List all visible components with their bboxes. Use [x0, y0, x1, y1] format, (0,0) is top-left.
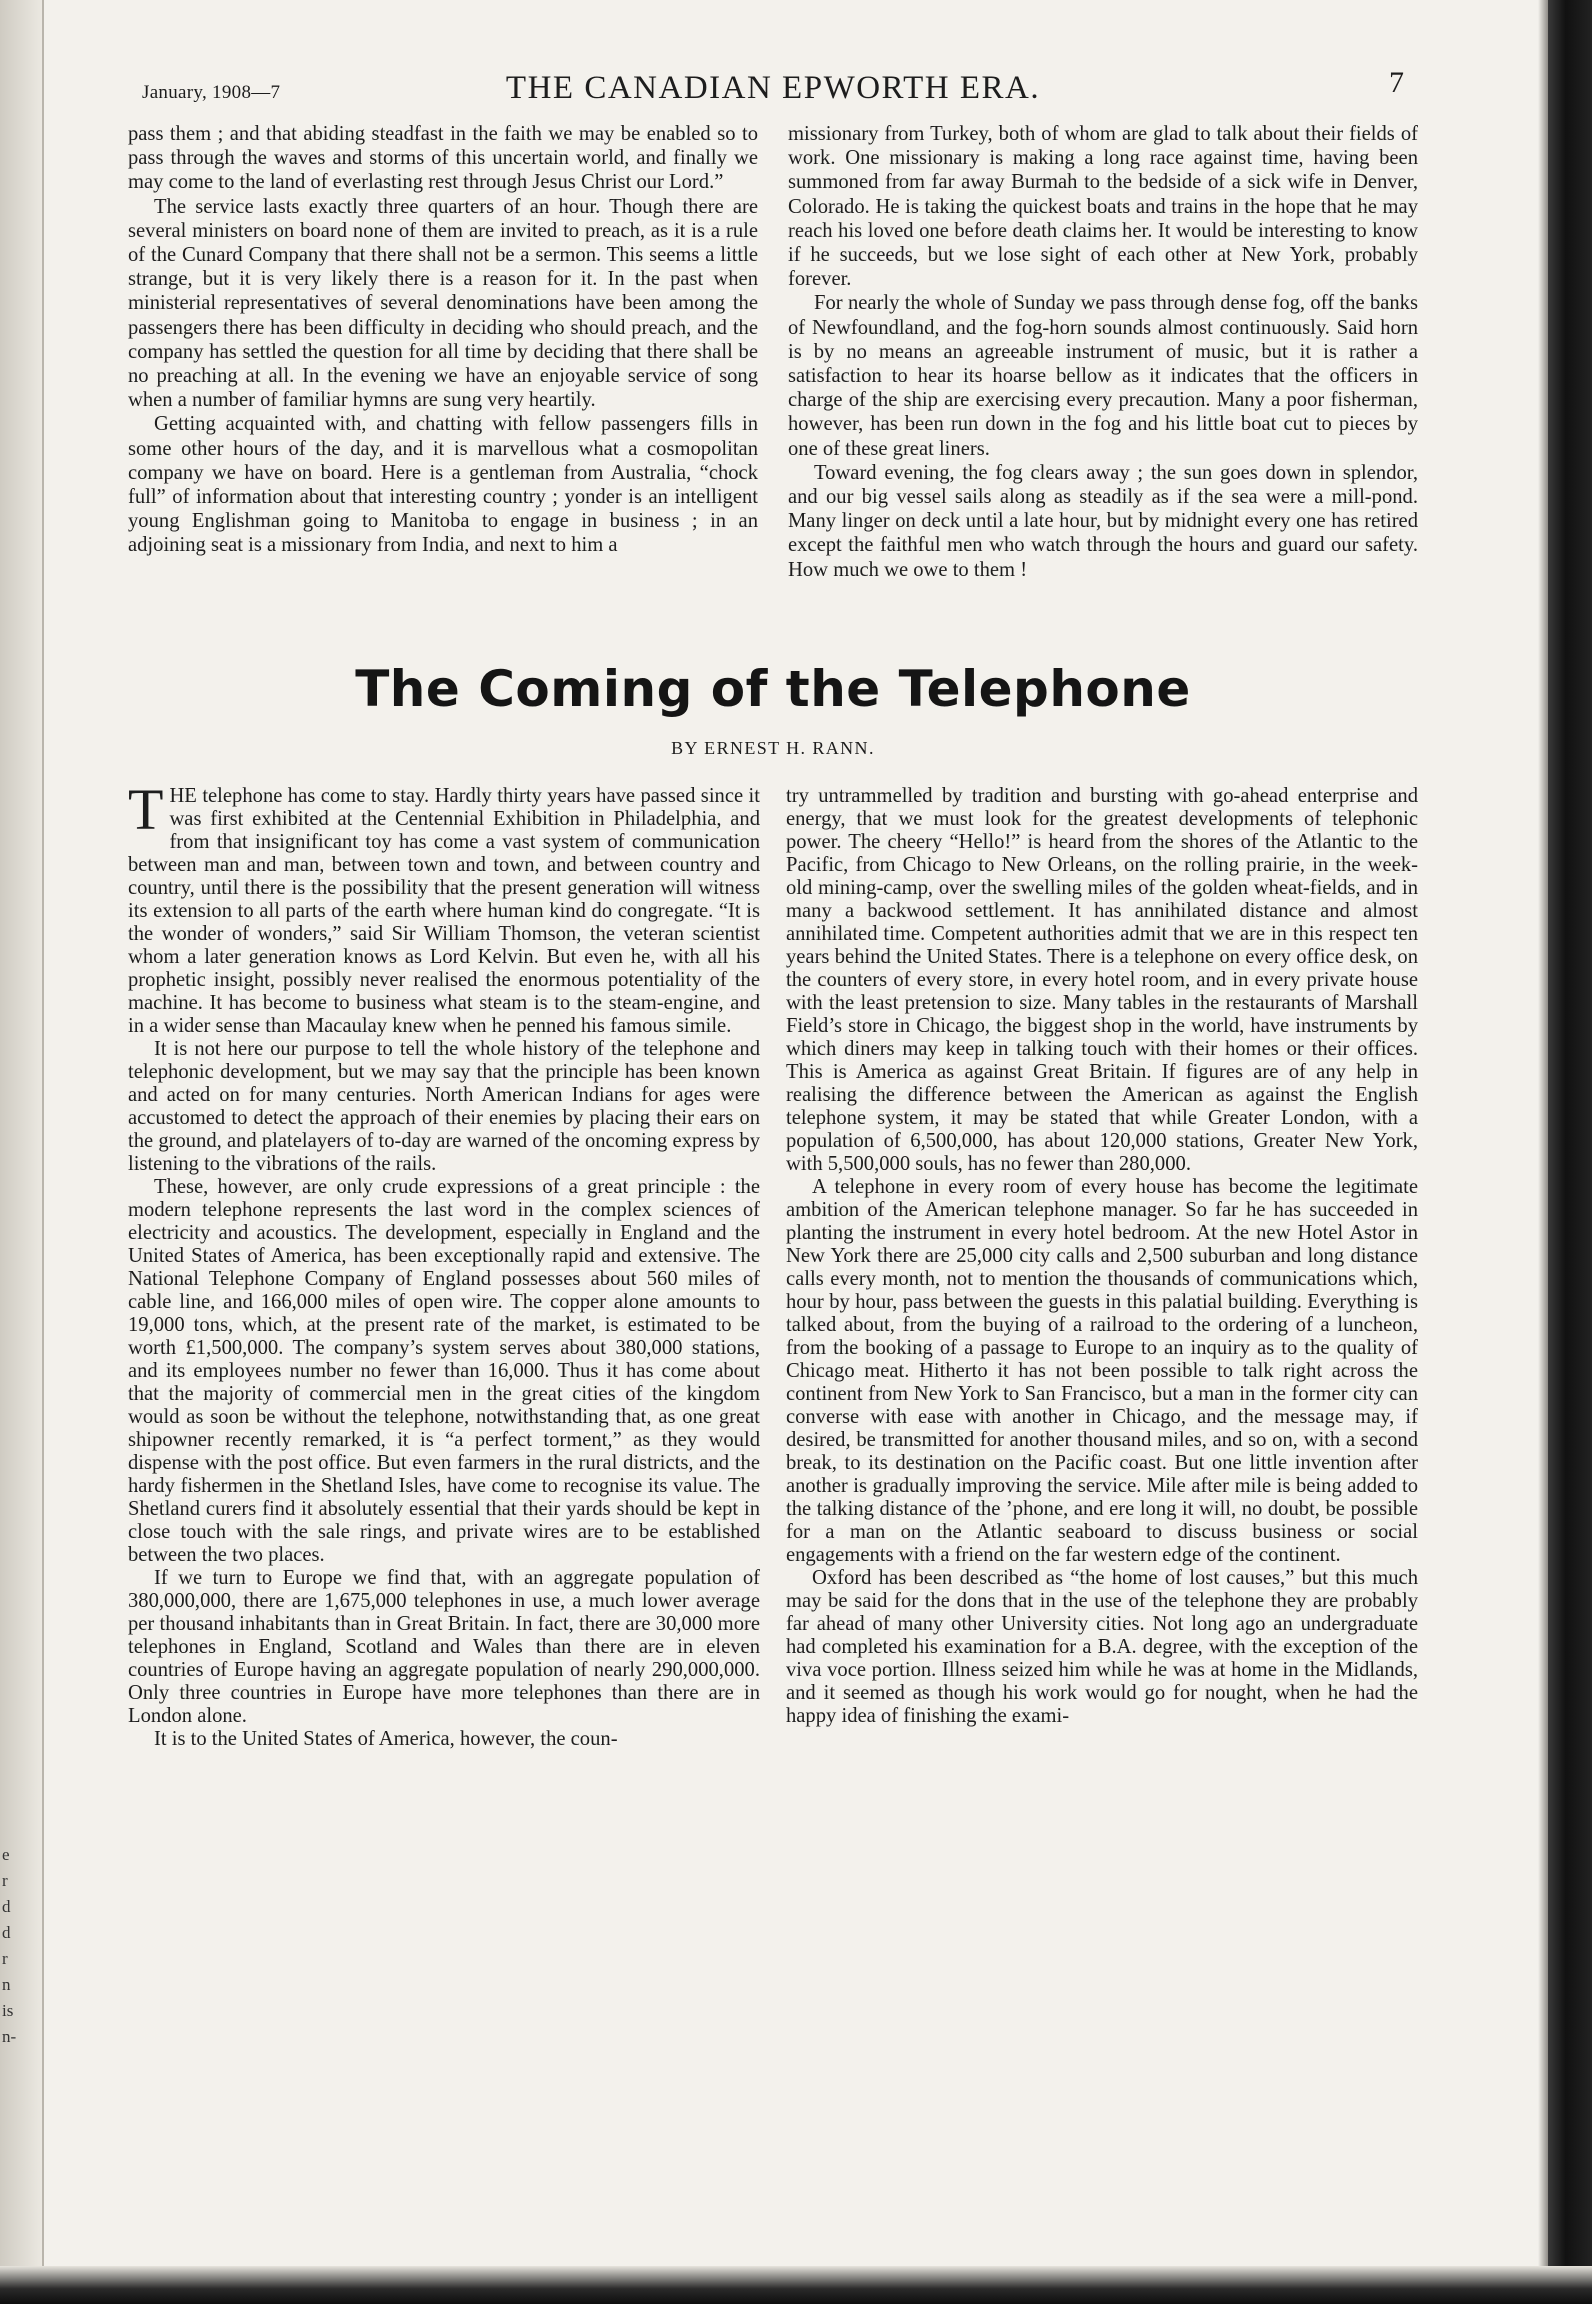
paragraph: If we turn to Europe we find that, with an aggregate population of 380,000,000, there are 1,675,000 telephones in use, a much lower average per thousand inhabitants than in Great Britain. In fact, there are 30,000 more telephones in England, Scotland and Wales than there are in eleven countries of Europe having an aggregate population of nearly 290,000,000. Only three countries in Europe have more telephones than there are in London alone.: [128, 1566, 760, 1727]
page-content: [128, 58, 1418, 1751]
column-left: [128, 122, 758, 582]
previous-page-margin-fragments: [2, 1842, 26, 2050]
paragraph: try untrammelled by tradition and bursting with go-ahead enterprise and energy, that we must look for the greatest developments of telephonic power. The cheery “Hello!” is heard from the shores of the Atlantic to the Pacific, from Chicago to New Orleans, on the rolling prairie, in the week-old mining-camp, over the swelling miles of the golden wheat-fields, and in many a backwood settlement. It has annihilated distance and almost annihilated time. Competent authorities admit that we are in this respect ten years behind the United States. There is a telephone on every office desk, on the counters of every store, in every hotel room, and in every private house with the least pretension to size. Many tables in the restaurants of Marshall Field’s store in Chicago, the biggest shop in the world, have instruments by which diners may keep in talking touch with their homes or their offices. This is America as against Great Britain. If figures are of any help in realising the difference between the American as against the English telephone system, it may be stated that while Greater London, with a population of 6,500,000, has about 120,000 stations, Greater New York, with 5,500,000 souls, has no fewer than 280,000.: [786, 784, 1418, 1175]
paragraph: It is not here our purpose to tell the whole history of the telephone and telephonic development, but we may say that the principle has been known and acted on for many centuries. North American Indians for ages were accustomed to detect the approach of their enemies by placing their ears on the ground, and platelayers of to-day are warned of the oncoming express by listening to the vibrations of the rails.: [128, 1037, 760, 1175]
article-byline: BY ERNEST H. RANN.: [671, 737, 875, 758]
bottom-edge-shadow: [0, 2266, 1592, 2304]
paragraph: missionary from Turkey, both of whom are glad to talk about their fields of work. One missionary is making a long race against time, having been summoned from far away Burmah to the bedside of a sick wife in Denver, Colorado. He is taking the quickest boats and trains in the hope that he may reach his loved one before death claims her. It would be interesting to know if he succeeds, but we lose sight of each other at New York, probably forever.: [788, 123, 1418, 291]
drop-cap: T: [128, 776, 164, 842]
margin-fragment: r: [2, 1871, 8, 1890]
margin-fragment: d: [2, 1923, 11, 1942]
paragraph: Getting acquainted with, and chatting with fellow passengers fills in some other hours of the day, and it is marvellous what a cosmopolitan company we have on board. Here is a gentleman from Australia, “chock full” of information about that interesting country ; yonder is an intelligent young Englishman going to Manitoba to engage in business ; in an adjoining seat is a missionary from India, and next to him a: [128, 413, 758, 557]
continued-article: [128, 122, 1418, 582]
article-column-right: [786, 785, 1418, 1751]
paragraph: For nearly the whole of Sunday we pass through dense fog, off the banks of Newfoundland, and the fog-horn sounds almost continuously. Said horn is by no means an agreeable instrument of music, but it is rather a satisfaction to hear its hoarse bellow as it indicates that the officers in charge of the ship are exercising every precaution. Many a poor fisherman, however, has been run down in the fog and his little boat cut to pieces by one of these great liners.: [788, 292, 1418, 460]
paragraph: Oxford has been described as “the home of lost causes,” but this much may be said for the dons that in the use of the telephone they are probably far ahead of many other University cities. Not long ago an undergraduate had completed his examination for a B.A. degree, with the exception of the viva voce portion. Illness seized him while he was at home in the Midlands, and it seemed as though his work would go for nought, when he had the happy idea of finishing the exami-: [786, 1566, 1418, 1727]
margin-fragment: n: [2, 1975, 11, 1994]
margin-fragment: d: [2, 1897, 11, 1916]
column-right: [788, 122, 1418, 582]
article-title: The Coming of the Telephone: [355, 659, 1191, 718]
paragraph: A telephone in every room of every house has become the legitimate ambition of the American telephone manager. So far he has succeeded in planting the instrument in every hotel bedroom. At the new Hotel Astor in New York there are 25,000 city calls and 2,500 suburban and long distance calls every month, not to mention the thousands of communications which, hour by hour, pass between the guests in this palatial building. Everything is talked about, from the buying of a railroad to the ordering of a luncheon, from the booking of a passage to Europe to an inquiry as to the quality of Chicago meat. Hitherto it has not been possible to talk right across the continent from New York to San Francisco, but a man in the former city can converse with ease with another in Chicago, and the message may, if desired, be transmitted for another thousand miles, and so on, with a second break, to its destination on the Pacific coast. But one little invention after another is gradually improving the service. Mile after mile is being added to the talking distance of the ’phone, and ere long it will, no doubt, be possible for a man on the Atlantic seaboard to discuss business or social engagements with a friend on the far western edge of the continent.: [786, 1175, 1418, 1566]
magazine-title: THE CANADIAN EPWORTH ERA.: [505, 70, 1041, 106]
margin-fragment: n-: [2, 2027, 17, 2046]
article-column-left: [128, 776, 760, 1751]
opening-paragraph: [128, 776, 760, 1038]
paragraph: It is to the United States of America, however, the coun-: [154, 1727, 618, 1750]
binding-shadow: [1548, 0, 1592, 2304]
running-header: [128, 58, 1418, 106]
paragraph: The service lasts exactly three quarters of an hour. Though there are several ministers on board none of them are invited to preach, as it is a rule of the Cunard Company that there shall not be a sermon. This seems a little strange, but it is very likely there is a reason for it. In the past when ministerial representatives of several denominations have been among the passengers there has been difficulty in deciding who should preach, and the company has settled the question for all time by deciding that there shall be no preaching at all. In the evening we have an enjoyable service of song when a number of familiar hymns are sung very heartily.: [128, 195, 758, 412]
opening-text: HE telephone has come to stay. Hardly thirty years have passed since it was first exhibited at the Centennial Exhibition in Philadelphia, and from that insignificant toy has come a vast system of communication between man and man, between town and town, and between country and country, until there is the possibility that the present generation will witness its extension to all parts of the earth where human kind do congregate. “It is the wonder of wonders,” said Sir William Thomson, the veteran scientist whom a later generation knows as Lord Kelvin. But even he, with all his prophetic insight, possibly never realised the enormous potentiality of the machine. It has become to business what steam is to the steam-engine, and in a wider sense than Macaulay knew when he penned his famous simile.: [128, 784, 760, 1037]
paragraph: pass them ; and that abiding steadfast in the faith we may be enabled so to pass through the waves and storms of this uncertain world, and finally we may come to the land of everlasting rest through Jesus Christ our Lord.”: [128, 123, 758, 194]
article-body: [128, 776, 1418, 1751]
paragraph: These, however, are only crude expressions of a great principle : the modern telephone represents the last word in the complex sciences of electricity and acoustics. The development, especially in England and the United States of America, has been exceptionally rapid and extensive. The National Telephone Company of England possesses about 560 miles of cable line, and 166,000 miles of open wire. The copper alone amounts to 19,000 tons, which, at the present rate of the market, is estimated to be worth £1,500,000. The company’s system serves about 380,000 stations, and its employees number no fewer than 16,000. Thus it has come about that the majority of commercial men in the great cities of the kingdom would as soon be without the telephone, notwithstanding that, as one great shipowner recently remarked, it is “a perfect torment,” as they would dispense with the post office. But even farmers in the rural districts, and the hardy fishermen in the Shetland Isles, have come to recognise its value. The Shetland curers find it absolutely essential that their yards should be kept in close touch with the sale rings, and private wires are to be established between the two places.: [128, 1175, 760, 1566]
margin-fragment: is: [2, 2001, 14, 2020]
paragraph: Toward evening, the fog clears away ; the sun goes down in splendor, and our big vessel sails along as steadily as if the sea were a mill-pond. Many linger on deck until a late hour, but by midnight every one has retired except the faithful men who watch through the hours and guard our safety. How much we owe to them !: [788, 461, 1418, 581]
margin-fragment: r: [2, 1949, 8, 1968]
margin-fragment: e: [2, 1845, 10, 1864]
page-number: 7: [1389, 66, 1404, 99]
header-date: January, 1908—7: [142, 82, 281, 103]
